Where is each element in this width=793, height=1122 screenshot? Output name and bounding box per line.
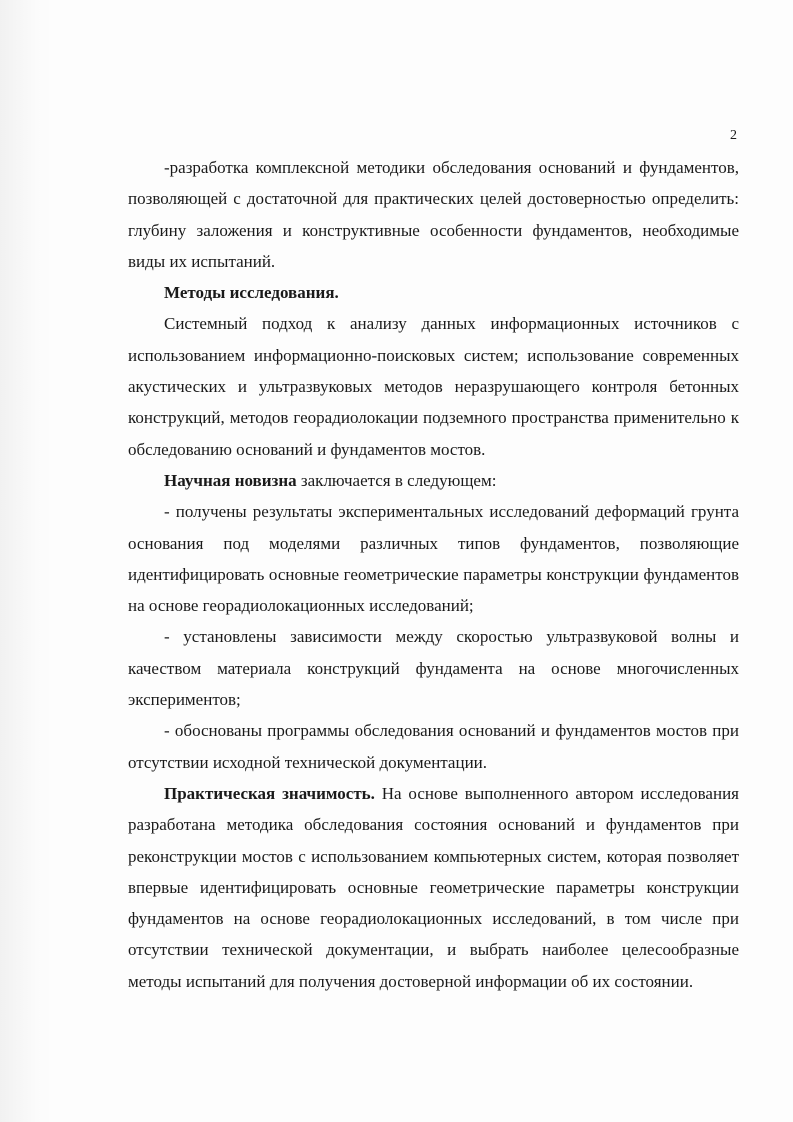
novelty-label: Научная новизна <box>164 470 297 490</box>
paragraph-methods: Системный подход к анализу данных информационных источников с использованием информационно-поисковых систем; использование современных акустических и ультразвуковых методов неразрушающего контроля бетонных конструкций, методов георадиолокации подземного пространства применительно к обследованию оснований и фундаментов мостов. <box>128 314 739 459</box>
practical-label: Практическая значимость. <box>164 783 375 803</box>
paragraph-novelty-intro <box>128 465 739 496</box>
paragraph-novelty-3: - обоснованы программы обследования оснований и фундаментов мостов при отсутствии исходной технической документации. <box>128 721 739 772</box>
novelty-intro-text: заключается в следующем: <box>296 470 497 490</box>
paragraph-practical <box>128 778 739 997</box>
page-number: 2 <box>730 128 737 143</box>
scan-shadow <box>0 0 52 1122</box>
paragraph-novelty-2: - установлены зависимости между скоростью ультразвуковой волны и качеством материала конструкций фундамента на основе многочисленных экспериментов; <box>128 627 739 710</box>
paragraph-novelty-1: - получены результаты экспериментальных исследований деформаций грунта основания под моделями различных типов фундаментов, позволяющие идентифицировать основные геометрические параметры конструкции фундаментов на основе георадиолокационных исследований; <box>128 502 739 616</box>
page-body <box>128 152 739 997</box>
heading-methods: Методы исследования. <box>164 283 339 303</box>
paragraph-objective: -разработка комплексной методики обследования оснований и фундаментов, позволяющей с достаточной для практических целей достоверностью определить: глубину заложения и конструктивные особенности фундаментов, необходимые виды их испытаний. <box>128 158 739 271</box>
practical-text: На основе выполненного автором исследования разработана методика обследования состояния оснований и фундаментов при реконструкции мостов с использованием компьютерных систем, которая позволяет впервые идентифицировать основные геометрические параметры конструкции фундаментов на основе георадиолокационных исследований, в том числе при отсутствии технической документации, и выбрать наиболее целесообразные методы испытаний для получения достоверной информации об их состоянии. <box>128 783 739 991</box>
